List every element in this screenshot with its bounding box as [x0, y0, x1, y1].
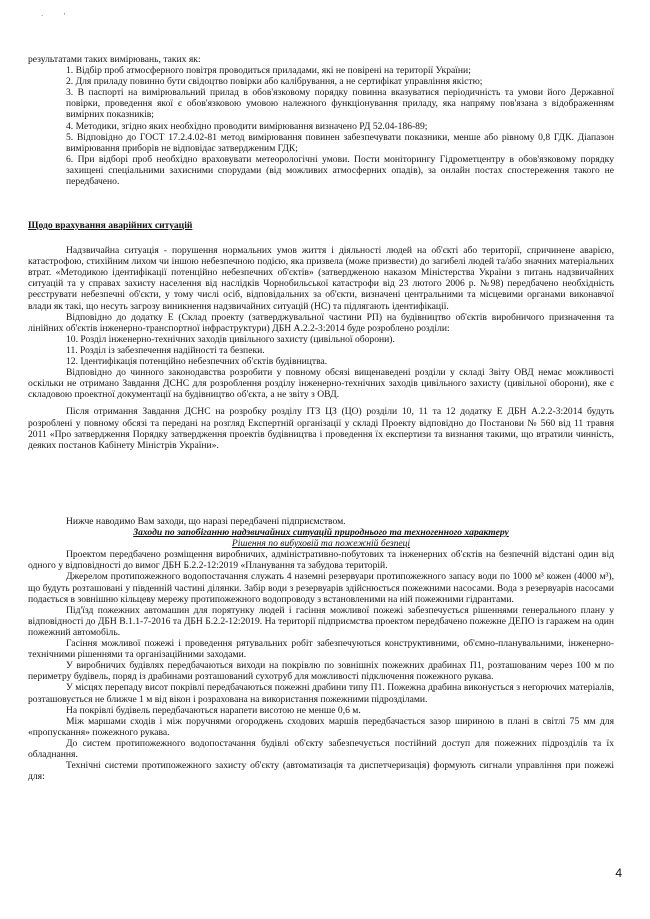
- list-item: 6. При відборі проб необхідно враховувати метеорологічні умови. Пости моніторингу Гідрометцентру в обов'язковому порядку захищені спеціальними захисними спорудами (від можливих атмосферних опадів), за онлайн постах спостереження такого не передбачено.: [66, 153, 614, 188]
- paragraph: У виробничих будівлях передбачаються виходи на покрівлю по зовнішніх пожежних драбинах П1, розташованим через 100 м по периметру будівель, поряд із драбинами розташований сухотруб для можливості підключення пожежного рукава.: [28, 660, 614, 683]
- fire-safety-section: [28, 516, 614, 782]
- paragraph: Проектом передбачено розміщення виробничих, адміністративно-побутових та інженерних об'єктів на безпечній відстані один від одного у відповідності до вимог ДБН Б.2.2-12:2019 «Планування та забудова територій.: [28, 549, 614, 572]
- paragraph: Після отримання Завдання ДСНС на розробку розділу ІТЗ ЦЗ (ЦО) розділи 10, 11 та 12 додатку Е ДБН А.2.2-3:2014 будуть розроблені у повному обсязі та передані на розгляд Експертній організації у складі Проекту відповідно до Постанови № 560 від 11 травня 2011 «Про затвердження Порядку затвердження проектів будівництва і проведення їх експертизи та визнання такими, що втратили чинність, деяких постанов Кабінету Міністрів України».: [28, 406, 614, 451]
- paragraph: Під'їзд пожежних автомашин для порятунку людей і гасіння можливої пожежі забезпечується рішеннями генерального плану у відповідності до ДБН В.1.1-7-2016 та ДБН Б.2.2-12:2019. На території підприємства проектом передбачено пожежне ДЕПО із гаражем на один пожежний автомобіль.: [28, 604, 614, 638]
- paragraph: Гасіння можливої пожежі і проведення рятувальних робіт забезпечуються конструктивними, об'ємно-планувальними, інженерно-технічними рішеннями та організаційними заходами.: [28, 638, 614, 661]
- page-number: 4: [615, 866, 622, 880]
- list-item: 12. Ідентифікація потенційно небезпечних об'єктів будівництва.: [66, 356, 328, 368]
- paragraph: Нижче наводимо Вам заходи, що наразі передбачені підприємством.: [66, 516, 346, 527]
- section-heading: Щодо врахування аварійних ситуацій: [28, 220, 193, 231]
- paragraph: Технічні системи протипожежного захисту об'єкту (автоматизація та диспетчеризація) формують сигнали управління при пожежі для:: [28, 760, 614, 783]
- emergency-section: [28, 220, 614, 451]
- paragraph: На покрівлі будівель передбачаються нарапети висотою не менше 0,6 м.: [66, 704, 361, 716]
- scan-mark: ': [64, 12, 66, 20]
- paragraph: Відповідно до чинного законодавства розробити у повному обсязі вищенаведені розділи у складі Звіту ОВД немає можливості оскільки не отримано Завдання ДСНС для розроблення розділу інженерно-технічних заходів цивільного захисту (цивільної оборони), яке є складовою проектної документації на будівництво об'єкта, а не звіту з ОВД.: [28, 367, 614, 401]
- section-title: Заходи по запобіганню надзвичайних ситуацій природнього та техногенного характеру: [133, 527, 509, 539]
- intro-line: результатами таких вимірювань, таких як:: [28, 54, 201, 65]
- paragraph: Між маршами сходів і між поручнями огороджень сходових маршів передбачається зазор шириною в плані в світлі 75 мм для «пропускання» пожежного рукава.: [28, 715, 614, 738]
- list-item: 3. В паспорті на вимірювальний прилад в обов'язковому порядку повинна вказуватися періодичність та умови його Державної повірки, проведення якої є обов'язковою умовою належного функціонування приладу, яка напряму пов'язана з відображенням вимірних показників;: [66, 87, 614, 121]
- measurement-section: [28, 54, 614, 187]
- scan-mark: ·: [41, 12, 44, 20]
- paragraph: У місцях перепаду висот покрівлі передбачаються пожежні драбини типу П1. Пожежна драбина виконується з негорючих матеріалів, розташовується не ближче 1 м від вікон і розрахована на використання пожежними підрозділами.: [28, 682, 614, 705]
- paragraph: До систем протипожежного водопостачання будівлі об'єкту забезпечується постійний доступ для пожежних підрозділів та їх обладнання.: [28, 737, 614, 760]
- paragraph: Джерелом протипожежного водопостачання служать 4 наземні резервуари протипожежного запасу води по 1000 м³ кожен (4000 м³), що будуть розташовані у південній частині ділянки. Забір води з резервуарів здійснюється пожежними насосами. Вода з резервуарів насосами подається в зовнішню кільцеву мережу протипожежного водопроводу з встановленими на ній пожежними гідрантами.: [28, 571, 614, 605]
- paragraph: Відповідно до додатку Е (Склад проекту (затверджувальної частини РП) на будівництво об'єктів виробничого призначення та лінійних об'єктів інженерно-транспортної інфраструктури) ДБН А.2.2-3:2014 буде розроблено розділи:: [28, 311, 614, 334]
- list-item: 4. Методики, згідно яких необхідно проводити вимірювання визначено РД 52.04-186-89;: [66, 120, 428, 132]
- list-item: 1. Відбір проб атмосферного повітря проводиться приладами, які не повірені на території України;: [66, 65, 471, 77]
- list-item: 10. Розділ інженерно-технічних заходів цивільного захисту (цивільної оборони).: [66, 333, 395, 345]
- list-item: 2. Для приладу повинно бути свідоцтво повірки або калібрування, а не сертифікат управління якістю;: [66, 76, 483, 88]
- paragraph: Надзвичайна ситуація - порушення нормальних умов життя і діяльності людей на об'єкті або території, спричинене аварією, катастрофою, стихійним лихом чи іншою небезпечною подією, яка призвела (може призвести) до загибелі людей та/або значних матеріальних втрат. «Методикою ідентифікації потенційно небезпечних об'єктів» (затвердженою наказом Міністерства України з питань надзвичайних ситуацій та у справах захисту населення від наслідків Чорнобильської катастрофи від 23 лютого 2006 р. №98) передбачено необхідність реєструвати небезпечні об'єкти, у тому числі осіб, відповідальних за об'єкти, визначені центральними та місцевими органами виконавчої влади як такі, що несуть загрозу виникнення надзвичайних ситуацій (НС) та підлягають ідентифікації.: [28, 245, 614, 312]
- list-item: 11. Розділ із забезпечення надійності та безпеки.: [66, 344, 265, 356]
- section-subtitle: Рішення по вибуховій та пожежній безпеці: [231, 538, 411, 550]
- list-item: 5. Відповідно до ГОСТ 17.2.4.02-81 метод вимірювання повинен забезпечувати показники, менше або рівному 0,8 ГДК. Діапазон вимірювання приборів не відповідає затвердженим ГДК;: [66, 131, 614, 154]
